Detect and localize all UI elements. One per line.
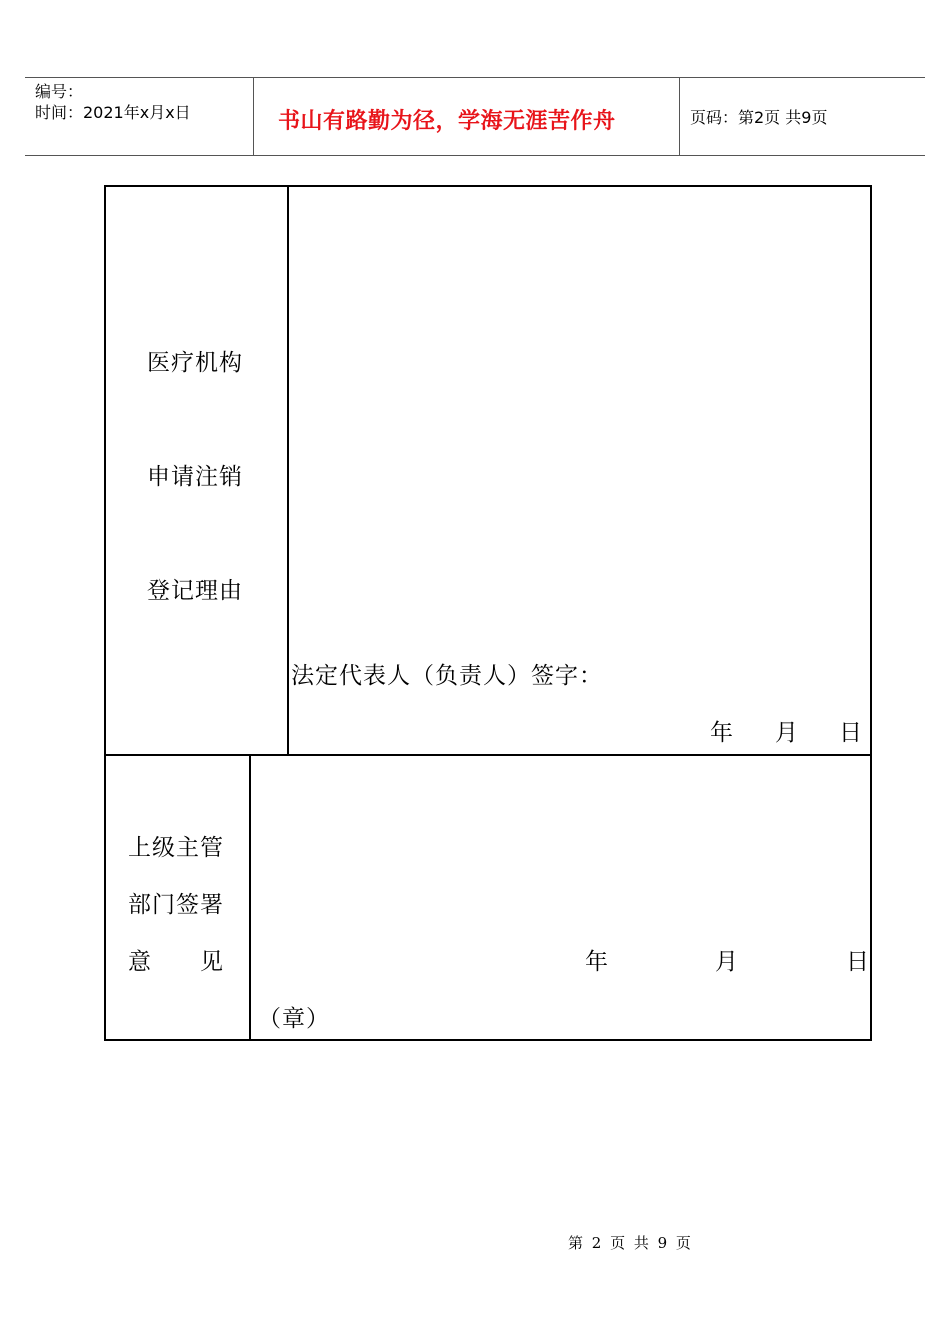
table-row-divider bbox=[104, 754, 872, 756]
section2-column-divider bbox=[249, 755, 251, 1040]
section1-date-day: 日 bbox=[839, 720, 863, 746]
table-border-bottom bbox=[104, 1039, 872, 1041]
section1-label-line: 医疗机构 bbox=[147, 350, 243, 376]
table-border-top bbox=[104, 185, 872, 187]
table-border-right bbox=[870, 185, 872, 1041]
signature-label: 法定代表人（负责人）签字： bbox=[291, 663, 603, 689]
header-divider-left bbox=[253, 77, 254, 156]
section2-date-day: 日 bbox=[846, 949, 870, 975]
section2-label-line: 上级主管 bbox=[128, 835, 224, 861]
footer-page-number: 第 2 页 共 9 页 bbox=[568, 1234, 693, 1252]
section1-label-line: 申请注销 bbox=[147, 464, 243, 490]
section1-date-month: 月 bbox=[775, 720, 799, 746]
header-top-rule bbox=[25, 77, 925, 78]
doc-time-label: 时间：2021年x月x日 bbox=[35, 103, 191, 122]
section2-label-line: 意 见 bbox=[128, 949, 224, 975]
header-page-info: 页码：第2页 共9页 bbox=[690, 108, 828, 127]
seal-label: （章） bbox=[258, 1006, 330, 1032]
table-border-left bbox=[104, 185, 106, 1041]
section1-label-line: 登记理由 bbox=[147, 578, 243, 604]
doc-number-label: 编号： bbox=[35, 82, 84, 101]
header-divider-right bbox=[679, 77, 680, 156]
header-bottom-rule bbox=[25, 155, 925, 156]
section2-label-line: 部门签署 bbox=[128, 892, 224, 918]
section2-date-year: 年 bbox=[585, 949, 609, 975]
section1-date-year: 年 bbox=[710, 720, 734, 746]
section1-column-divider bbox=[287, 185, 289, 755]
header-motto: 书山有路勤为径，学海无涯苦作舟 bbox=[278, 109, 616, 134]
section2-date-month: 月 bbox=[715, 949, 739, 975]
